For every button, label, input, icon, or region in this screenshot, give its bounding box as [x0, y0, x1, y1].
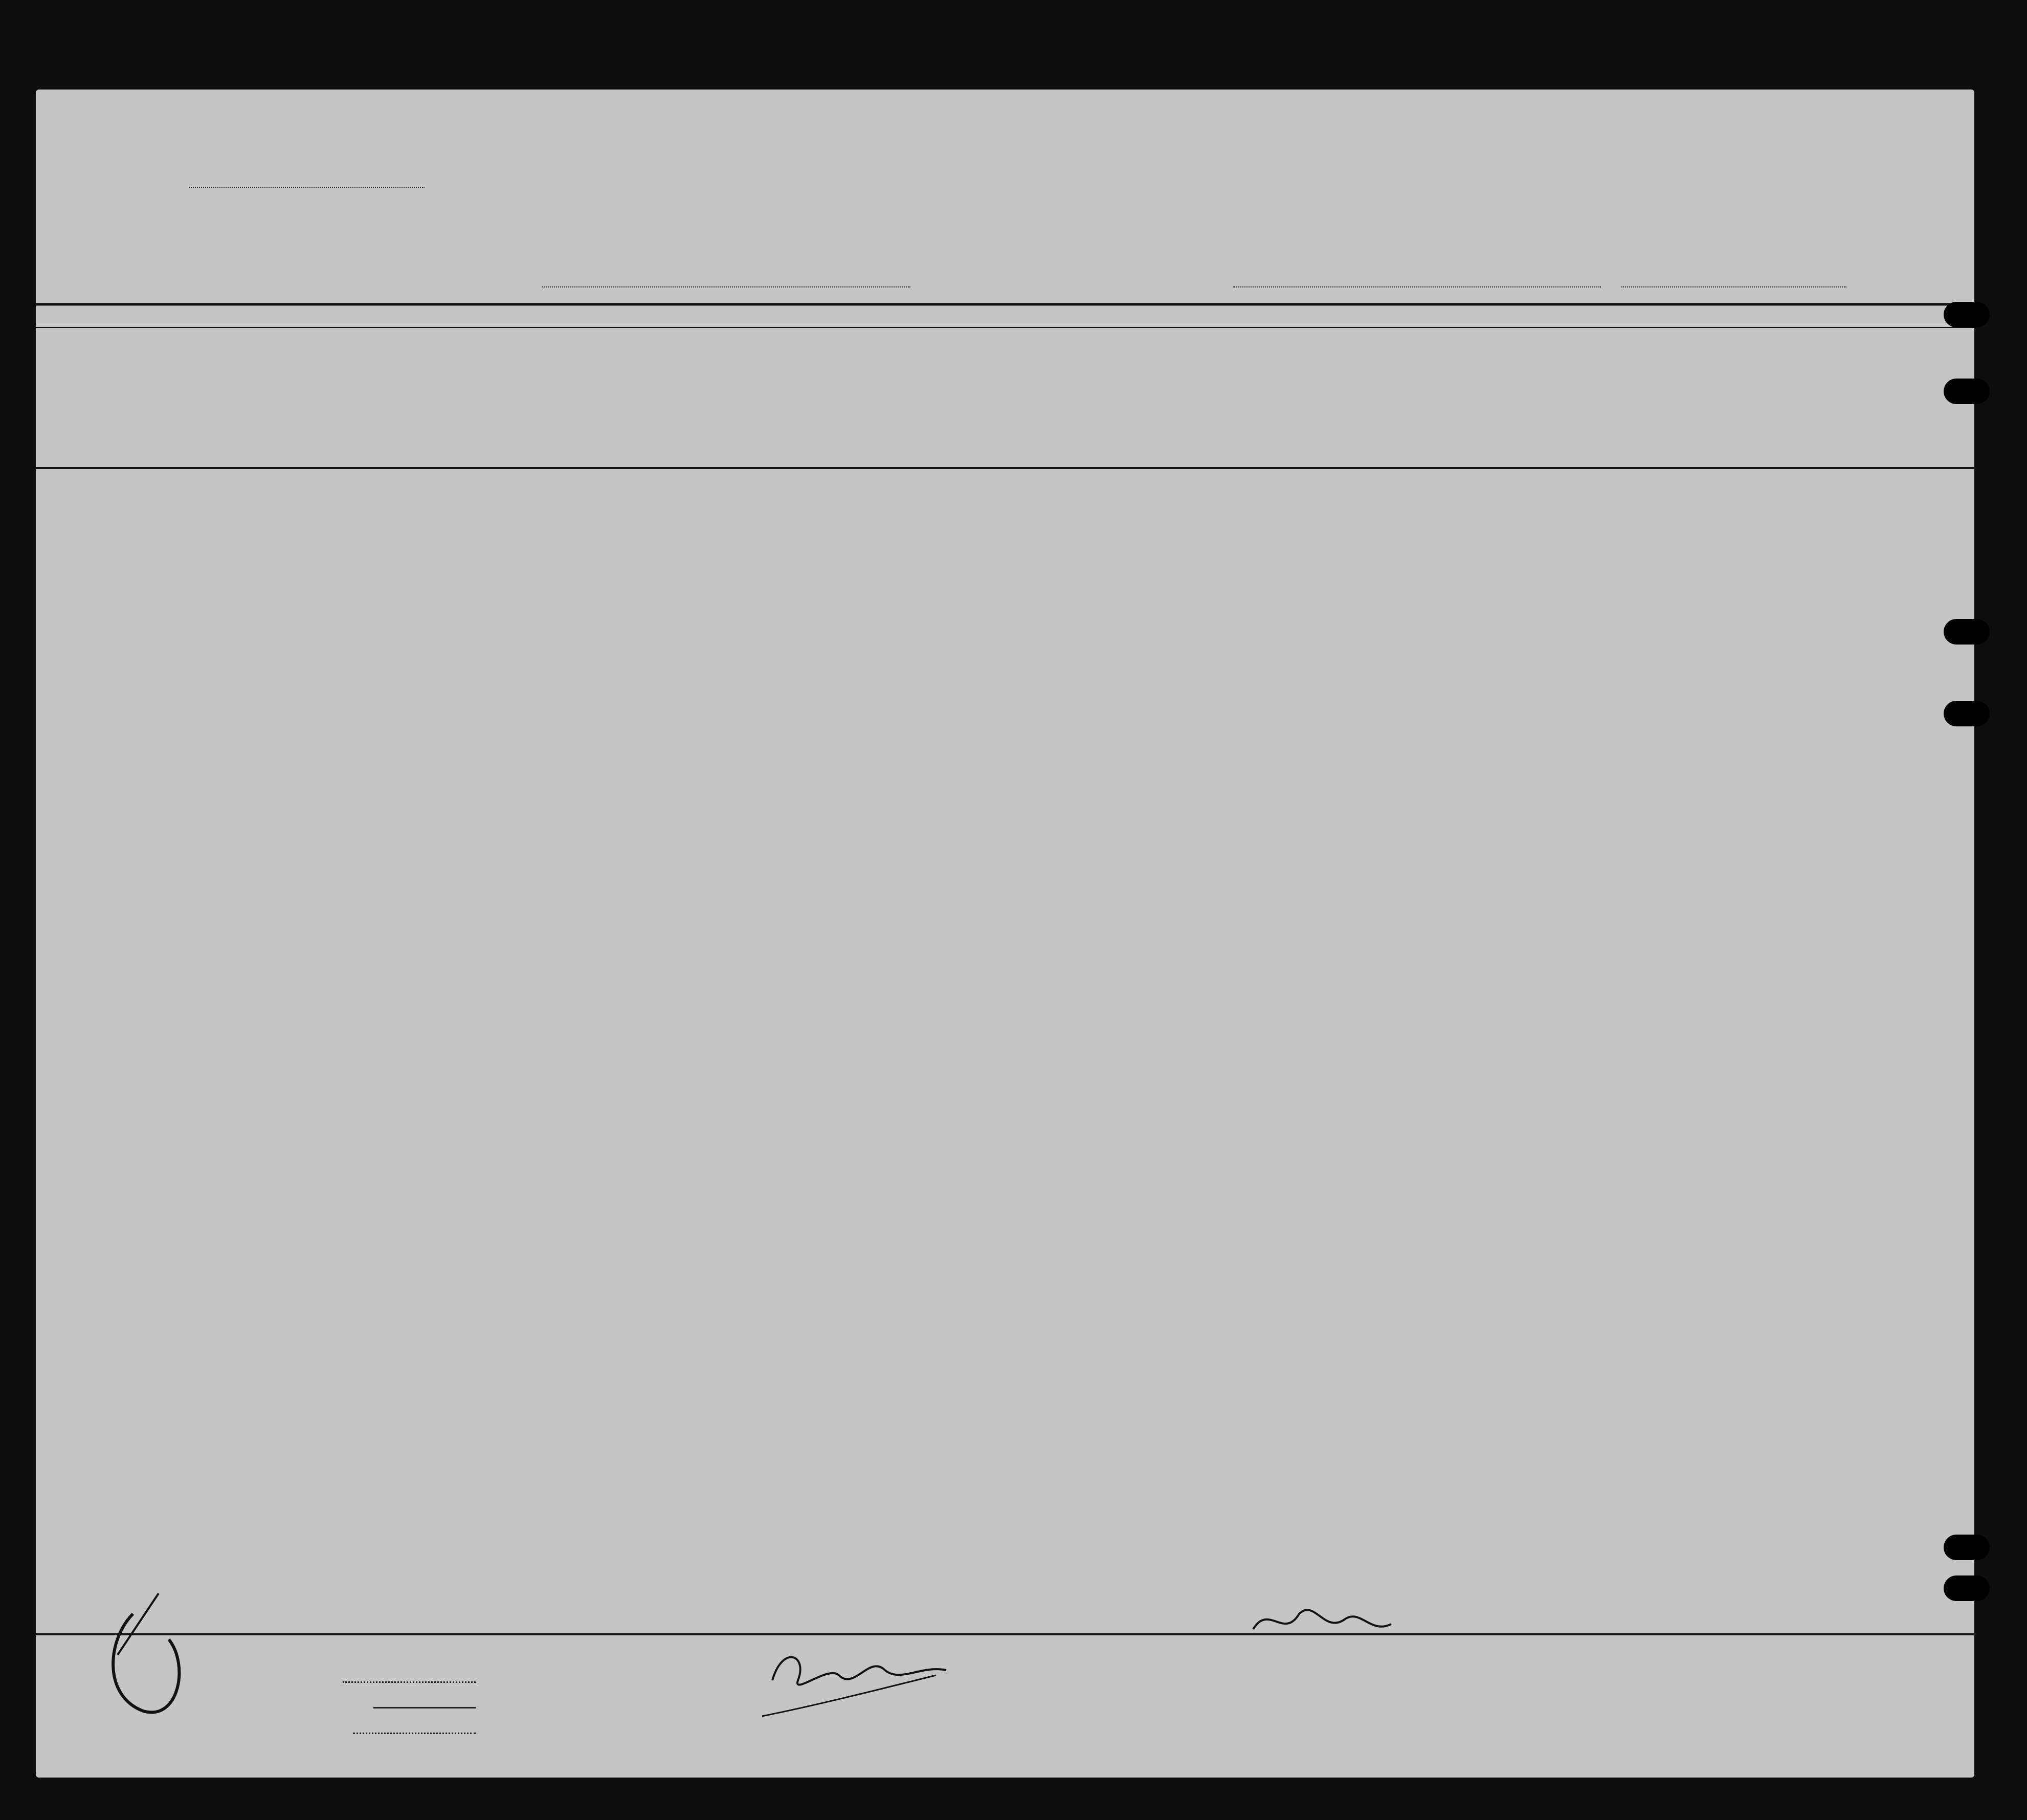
aliens-line [353, 1733, 476, 1734]
binder-hole-2 [1944, 379, 1990, 404]
purser-signature [752, 1634, 967, 1737]
total-passengers-line [343, 1681, 476, 1683]
binder-hole-5 [1944, 1535, 1990, 1560]
hand-mark-left [97, 1583, 210, 1747]
table-header [36, 304, 1974, 468]
binder-hole-4 [1944, 701, 1990, 726]
manifest-table [36, 90, 1974, 1778]
manifest-sheet [36, 90, 1974, 1778]
binder-hole-3 [1944, 619, 1990, 645]
binder-hole-1 [1944, 302, 1990, 327]
inspector-initials [1243, 1593, 1529, 1650]
binder-hole-6 [1944, 1575, 1990, 1601]
us-citizens-line [373, 1707, 476, 1708]
